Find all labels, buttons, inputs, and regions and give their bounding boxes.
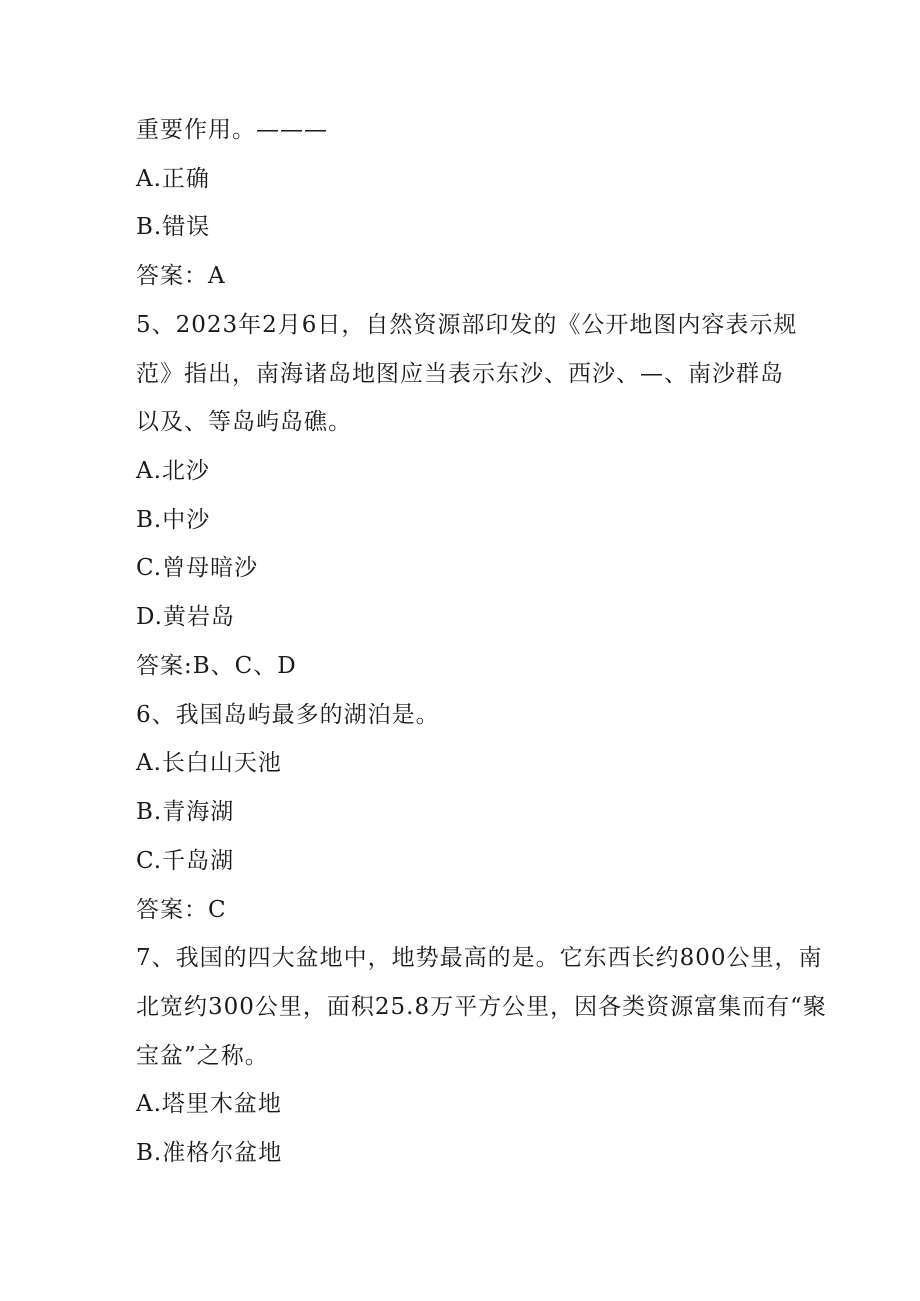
question-line: 5、2023年2月6日，自然资源部印发的《公开地图内容表示规: [136, 312, 798, 338]
question-line: 7、我国的四大盆地中，地势最高的是。它东西长约800公里，南: [136, 945, 823, 971]
answer-line: 答案:B、C、D: [136, 653, 297, 679]
option-line: C.曾母暗沙: [136, 555, 259, 581]
question-line: 以及、等岛屿岛礁。: [136, 409, 352, 435]
option-line: A.塔里木盆地: [136, 1091, 282, 1117]
option-line: C.千岛湖: [136, 848, 235, 874]
question-line: 北宽约300公里，面积25.8万平方公里，因各类资源富集而有“聚: [136, 994, 827, 1020]
question-line: 宝盆”之称。: [136, 1043, 269, 1069]
option-line: A.正确: [136, 166, 210, 192]
answer-line: 答案：C: [136, 897, 227, 923]
option-line: D.黄岩岛: [136, 604, 235, 630]
question-line: 范》指出，南海诸岛地图应当表示东沙、西沙、—、南沙群岛: [136, 361, 784, 387]
option-line: B.中沙: [136, 507, 211, 533]
option-line: B.准格尔盆地: [136, 1140, 283, 1166]
question-line: 6、我国岛屿最多的湖泊是。: [136, 702, 440, 728]
text-line: 重要作用。———: [136, 117, 328, 143]
option-line: A.北沙: [136, 458, 210, 484]
option-line: B.错误: [136, 214, 211, 240]
answer-line: 答案：A: [136, 263, 226, 289]
option-line: A.长白山天池: [136, 750, 282, 776]
option-line: B.青海湖: [136, 799, 235, 825]
